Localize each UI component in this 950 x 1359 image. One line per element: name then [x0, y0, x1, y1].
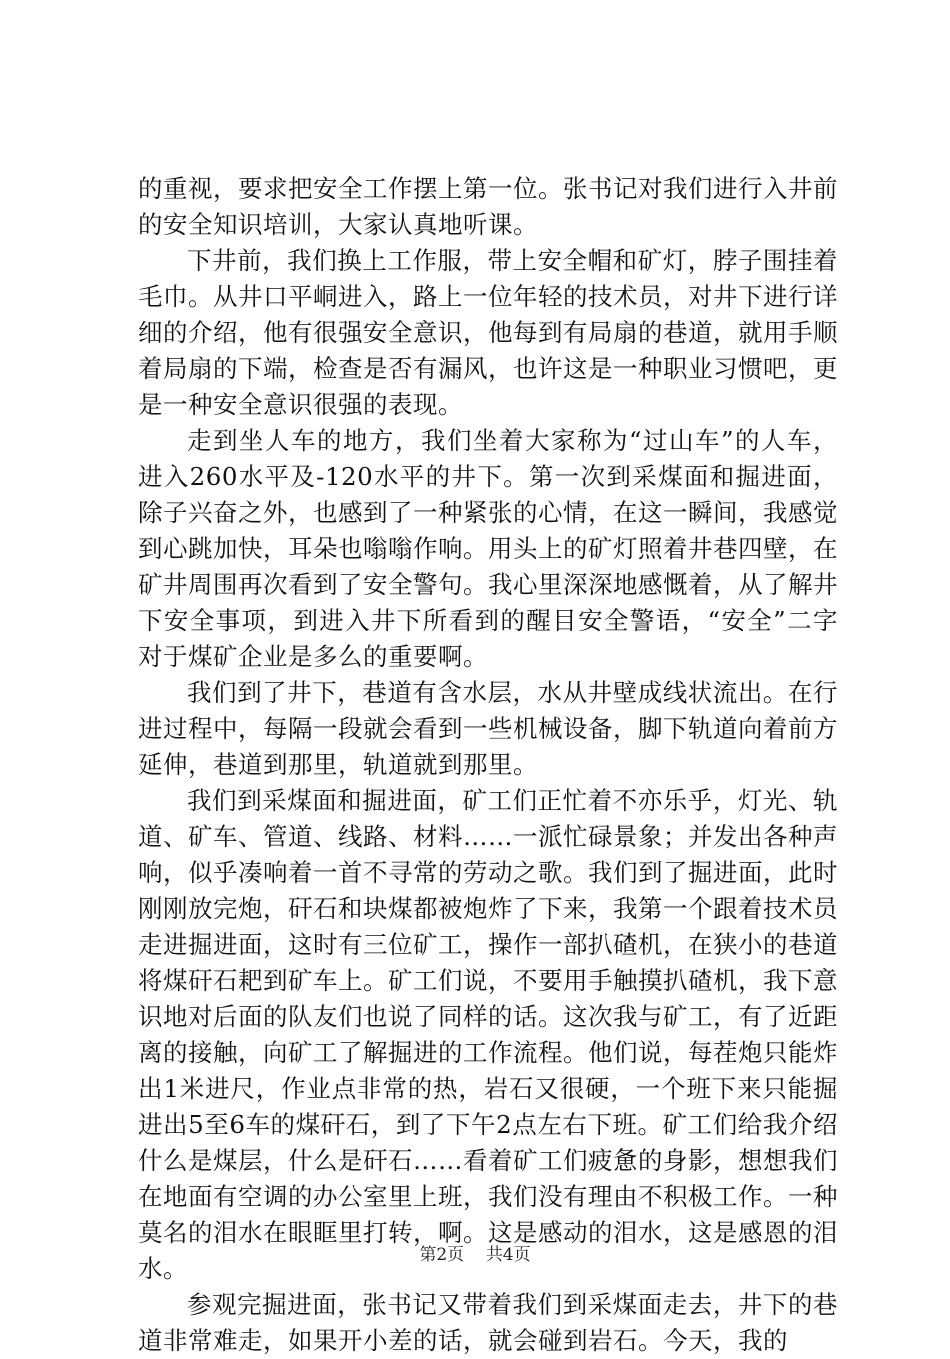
paragraph-4: 我们到了井下，巷道有含水层，水从井壁成线状流出。在行进过程中，每隔一段就会看到一些机械设备，脚下轨道向着前方延伸，巷道到那里，轨道就到那里。 [138, 678, 838, 779]
page-footer [0, 1244, 950, 1266]
footer-spacer [470, 1245, 481, 1265]
paragraph-6: 参观完掘进面，张书记又带着我们到采煤面走去，井下的巷道非常难走，如果开小差的话，就会碰到岩石。今天，我的 [138, 1290, 838, 1355]
body-text [138, 171, 838, 1359]
paragraph-2: 下井前，我们换上工作服，带上安全帽和矿灯，脖子围挂着毛巾。从井口平峒进入，路上一位年轻的技术员，对井下进行详细的介绍，他有很强安全意识，他每到有局扇的巷道，就用手顺着局扇的下端，检查是否有漏风，也许这是一种职业习惯吧，更是一种安全意识很强的表现。 [138, 246, 838, 419]
paragraph-1: 的重视，要求把安全工作摆上第一位。张书记对我们进行入井前的安全知识培训，大家认真地听课。 [138, 174, 838, 239]
paragraph-5: 我们到采煤面和掘进面，矿工们正忙着不亦乐乎，灯光、轨道、矿车、管道、线路、材料……一派忙碌景象；并发出各种声响，似乎凑响着一首不寻常的劳动之歌。我们到了掘进面，此时刚刚放完炮，矸石和块煤都被炮炸了下来，我第一个跟着技术员走进掘进面，这时有三位矿工，操作一部扒碴机，在狭小的巷道将煤矸石耙到矿车上。矿工们说，不要用手触摸扒碴机，我下意识地对后面的队友们也说了同样的话。这次我与矿工，有了近距离的接触，向矿工了解掘进的工作流程。他们说，每茬炮只能炸出1米进尺，作业点非常的热，岩石又很硬，一个班下来只能掘进出5至6车的煤矸石，到了下午2点左右下班。矿工们给我介绍什么是煤层，什么是矸石……看着矿工们疲惫的身影，想想我们在地面有空调的办公室里上班，我们没有理由不积极工作。一种莫名的泪水在眼眶里打转，啊。这是感动的泪水，这是感恩的泪水。 [138, 786, 838, 1283]
paragraph-3: 走到坐人车的地方，我们坐着大家称为“过山车”的人车，进入260水平及-120水平的井下。第一次到采煤面和掘进面，除子兴奋之外，也感到了一种紧张的心情，在这一瞬间，我感觉到心跳加快，耳朵也嗡嗡作响。用头上的矿灯照着井巷四壁，在矿井周围再次看到了安全警句。我心里深深地感慨着，从了解井下安全事项，到进入井下所看到的醒目安全警语，“安全”二字对于煤矿企业是多么的重要啊。 [138, 426, 838, 671]
page-number: 第2页 [419, 1245, 465, 1265]
page-total: 共4页 [485, 1245, 531, 1265]
